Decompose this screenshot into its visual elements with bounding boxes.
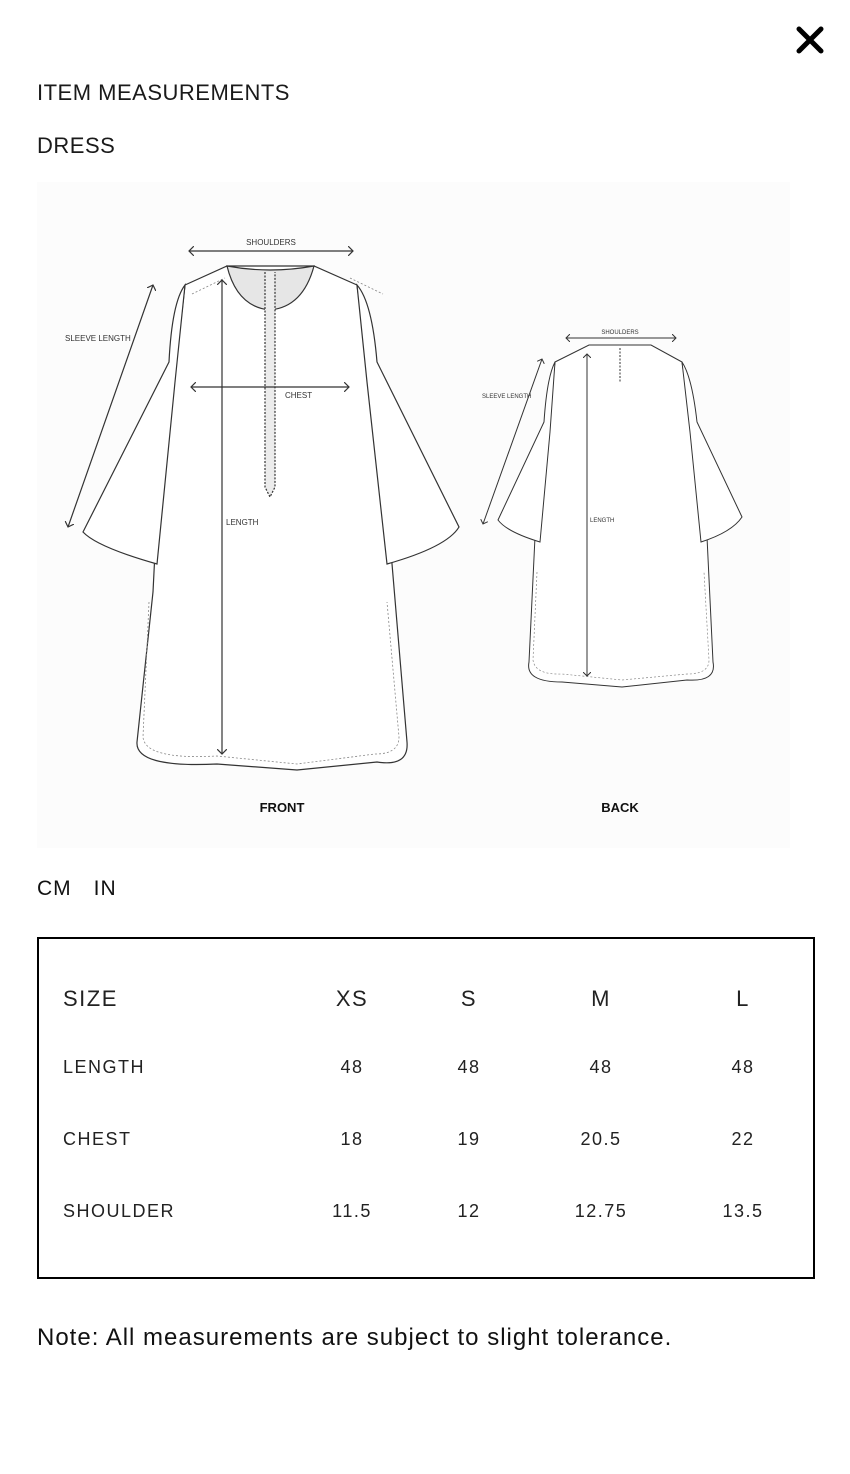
table-header-row — [63, 967, 811, 1031]
cell: 48 — [340, 1056, 364, 1077]
cell: 48 — [589, 1056, 613, 1077]
table-row — [63, 1103, 811, 1175]
cell: 11.5 — [332, 1200, 372, 1221]
header-s: S — [460, 986, 478, 1011]
cell: 19 — [457, 1128, 481, 1149]
size-chart — [37, 937, 815, 1279]
page-title: ITEM MEASUREMENTS — [37, 80, 290, 105]
cell: 12 — [457, 1200, 481, 1221]
back-shoulders-label: SHOULDERS — [601, 330, 639, 336]
front-dress-sketch — [83, 266, 459, 770]
table-row — [63, 1031, 811, 1103]
table-row — [63, 1175, 811, 1247]
header-l: L — [736, 986, 750, 1011]
close-button[interactable] — [794, 24, 826, 56]
cell: 20.5 — [580, 1128, 622, 1149]
back-dress-sketch — [498, 345, 742, 687]
back-caption: BACK — [601, 800, 639, 815]
back-sleeve-length-label: SLEEVE LENGTH — [482, 394, 532, 400]
cell: 13.5 — [722, 1200, 764, 1221]
front-caption: FRONT — [259, 800, 305, 815]
header-m: M — [591, 986, 611, 1011]
unit-toggle — [37, 877, 117, 901]
row-label: LENGTH — [63, 1056, 146, 1077]
header-size: SIZE — [63, 986, 118, 1011]
tolerance-note: Note: All measurements are subject to slight tolerance. — [37, 1324, 673, 1351]
size-table — [63, 967, 811, 1247]
header-xs: XS — [335, 986, 369, 1011]
measurement-diagram — [37, 182, 790, 848]
unit-cm-button[interactable]: CM — [37, 877, 72, 900]
front-length-label: LENGTH — [226, 518, 259, 527]
front-chest-label: CHEST — [285, 391, 313, 400]
back-length-label: LENGTH — [590, 518, 615, 524]
close-x-icon — [794, 24, 826, 56]
row-label: CHEST — [63, 1128, 132, 1149]
cell: 22 — [731, 1128, 755, 1149]
front-shoulders-label: SHOULDERS — [246, 238, 296, 247]
front-sleeve-length-label: SLEEVE LENGTH — [65, 334, 131, 343]
cell: 18 — [340, 1128, 364, 1149]
cell: 48 — [731, 1056, 755, 1077]
unit-in-button[interactable]: IN — [93, 877, 117, 900]
cell: 48 — [457, 1056, 481, 1077]
row-label: SHOULDER — [63, 1200, 176, 1221]
cell: 12.75 — [574, 1200, 628, 1221]
item-type-label: DRESS — [37, 133, 116, 158]
